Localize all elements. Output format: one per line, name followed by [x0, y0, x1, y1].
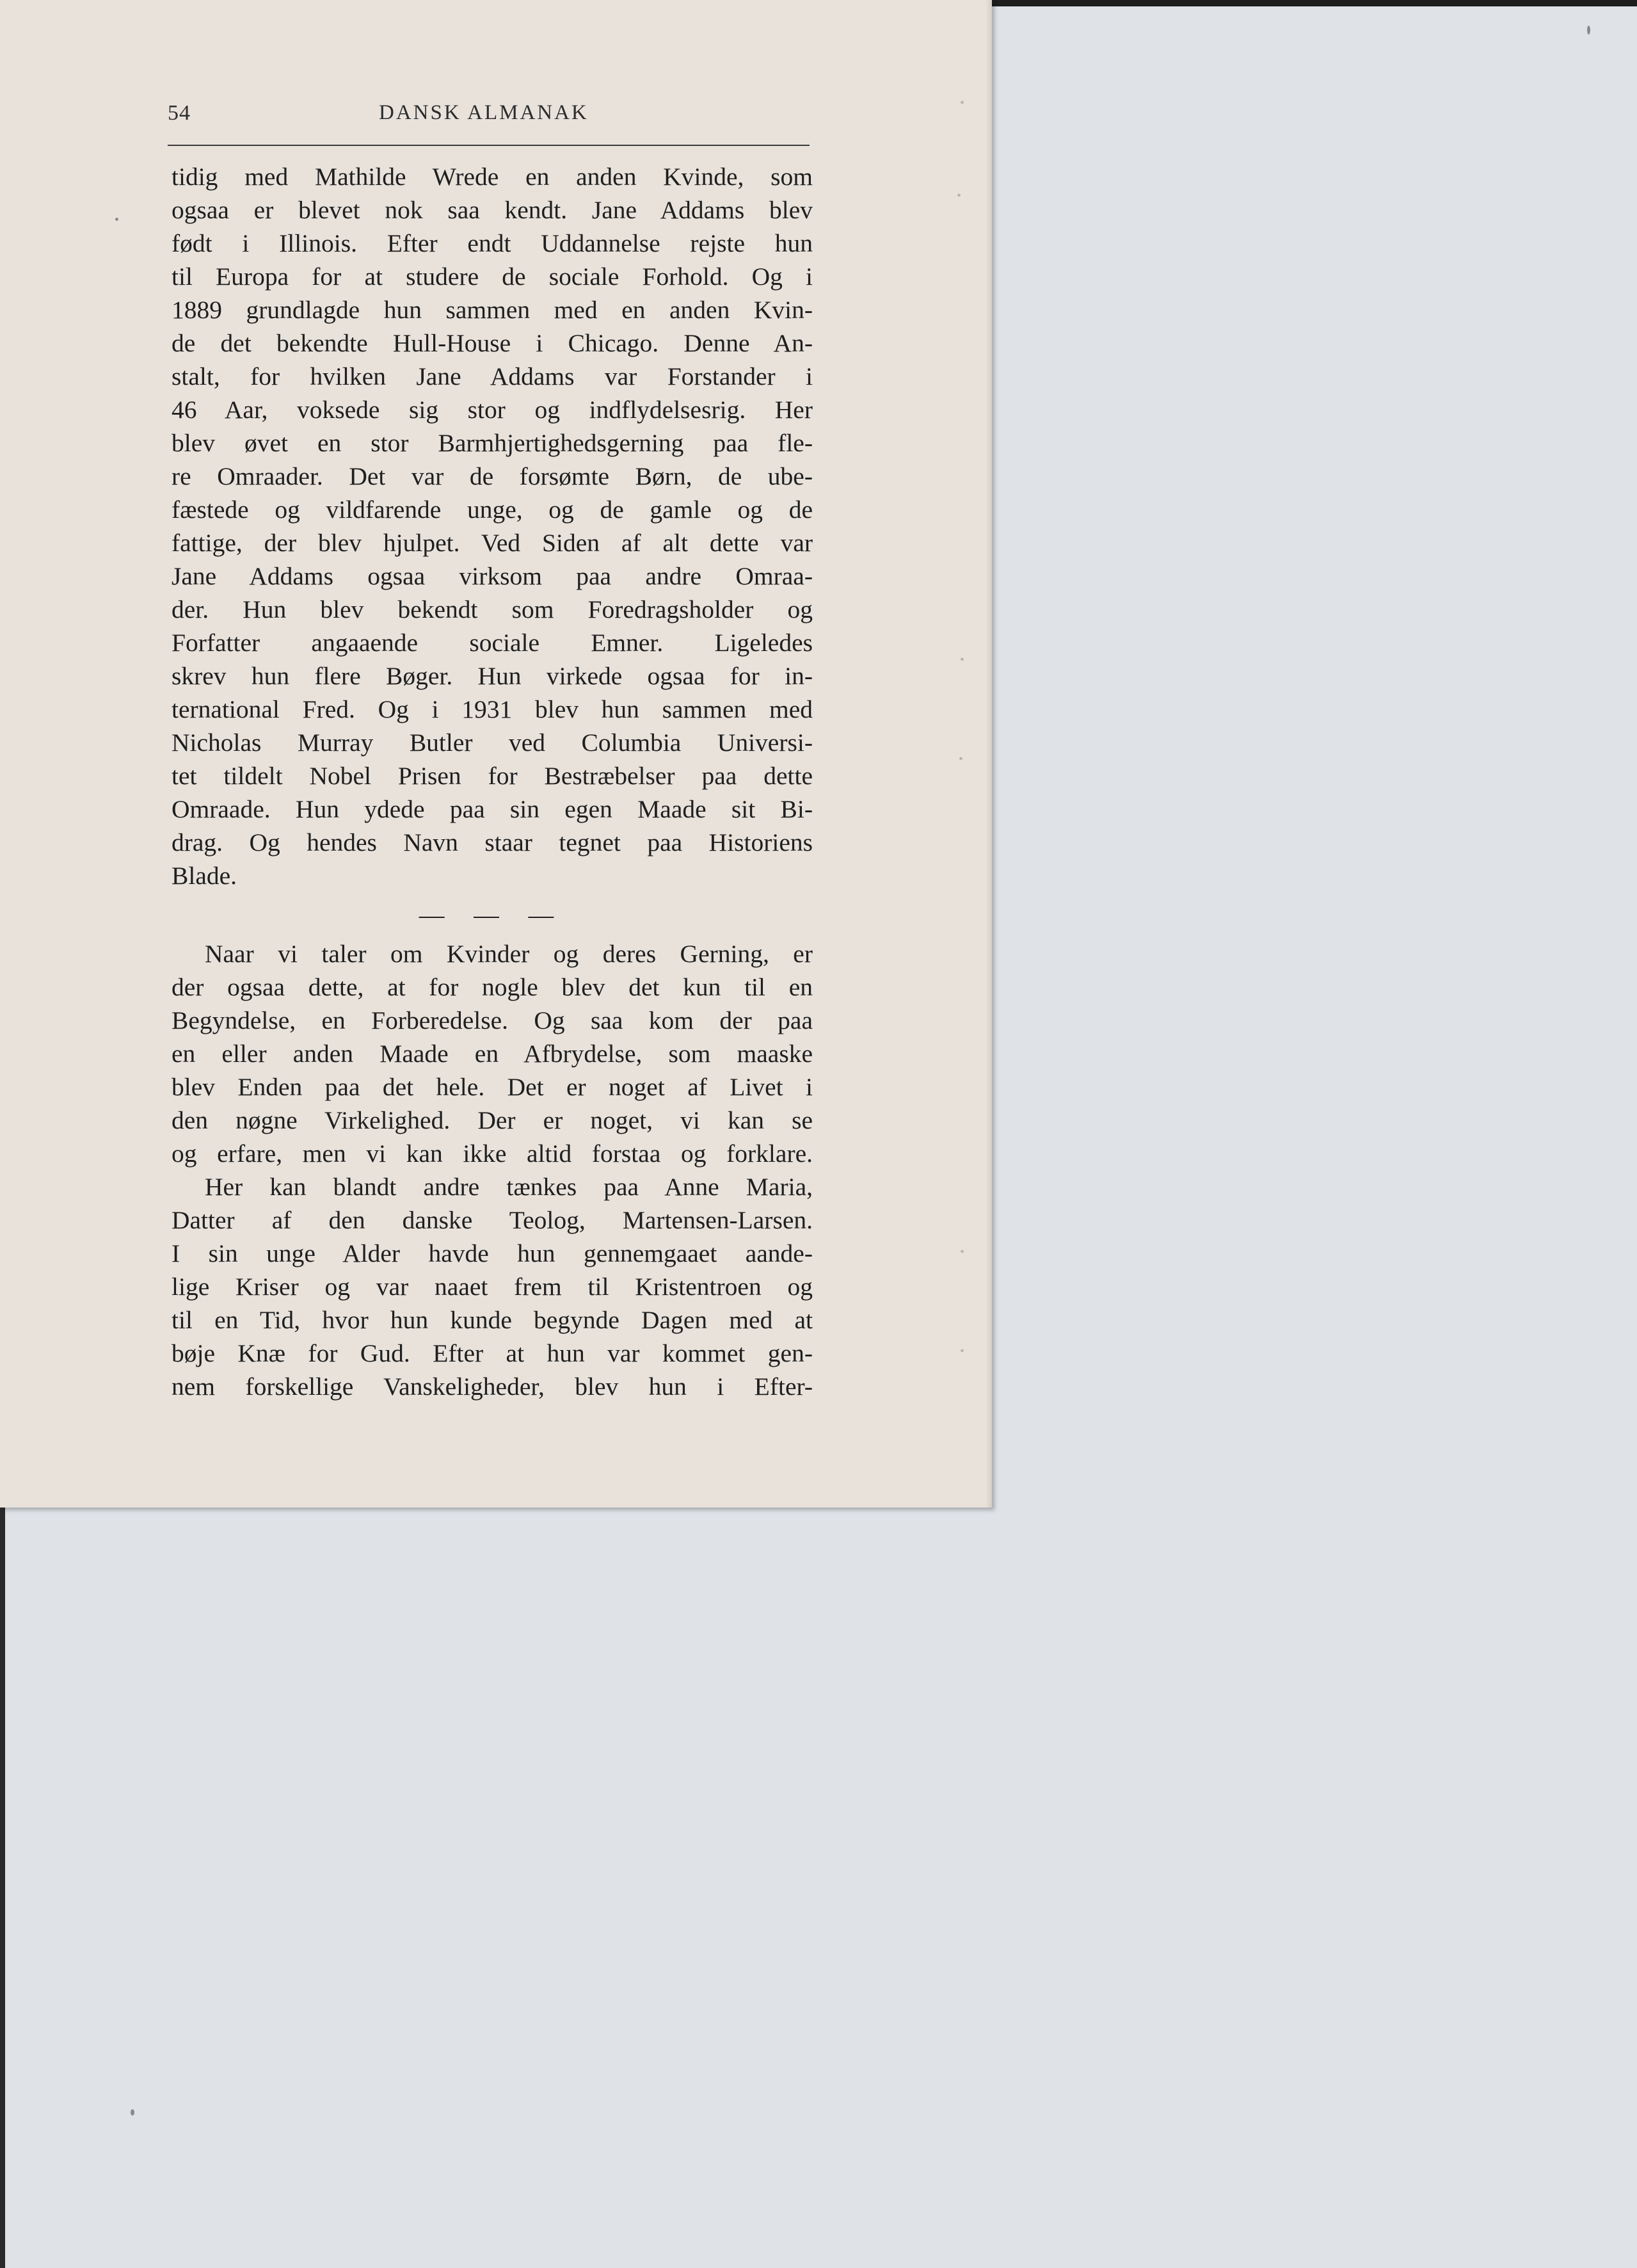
text-line: blev Enden paa det hele. Det er noget af Livet i [172, 1073, 813, 1101]
text-line: født i Illinois. Efter endt Uddannelse rejste hun [172, 229, 813, 257]
text-line: tet tildelt Nobel Prisen for Bestræbelser paa dette [172, 762, 813, 790]
paragraph-anne-maria [172, 1170, 813, 1403]
text-line: ternational Fred. Og i 1931 blev hun sammen med [172, 695, 813, 723]
text-line: fattige, der blev hjulpet. Ved Siden af alt dette var [172, 529, 813, 557]
text-line: der ogsaa dette, at for nogle blev det kun til en [172, 973, 813, 1001]
text-line: Blade. [172, 862, 237, 890]
binding-hole-mark: • [960, 653, 965, 667]
binding-hole-mark: • [960, 1344, 965, 1358]
text-line: skrev hun flere Bøger. Hun virkede ogsaa for in- [172, 662, 813, 690]
text-line: tidig med Mathilde Wrede en anden Kvinde, som [172, 163, 813, 191]
page-number: 54 [168, 101, 191, 125]
text-line: Datter af den danske Teolog, Martensen-Larsen. [172, 1206, 813, 1234]
text-line: Her kan blandt andre tænkes paa Anne Maria, [205, 1173, 813, 1201]
text-line: I sin unge Alder havde hun gennemgaaet aande- [172, 1239, 813, 1267]
binding-hole-mark: • [957, 189, 962, 203]
text-line: 46 Aar, voksede sig stor og indflydelsesrig. Her [172, 396, 813, 424]
scan-edge-left [0, 1508, 5, 2268]
text-line: Forfatter angaaende sociale Emner. Ligeledes [172, 629, 813, 657]
text-line: blev øvet en stor Barmhjertighedsgerning paa fle- [172, 429, 813, 457]
dust-speck [131, 2109, 134, 2116]
text-line: Nicholas Murray Butler ved Columbia Universi- [172, 728, 813, 757]
page-edge-shadow [986, 0, 992, 1508]
text-line: en eller anden Maade en Afbrydelse, som maaske [172, 1040, 813, 1068]
text-line: Jane Addams ogsaa virksom paa andre Omraa- [172, 562, 813, 590]
section-separator: — — — [419, 901, 566, 929]
text-line: og erfare, men vi kan ikke altid forstaa og forklare. [172, 1139, 813, 1168]
text-line: bøje Knæ for Gud. Efter at hun var kommet gen- [172, 1339, 813, 1367]
dust-speck [1587, 26, 1590, 35]
text-line: re Omraader. Det var de forsømte Børn, de ube- [172, 462, 813, 490]
text-line: lige Kriser og var naaet frem til Kristentroen og [172, 1273, 813, 1301]
text-line: fæstede og vildfarende unge, og de gamle og de [172, 495, 813, 524]
text-line: til Europa for at studere de sociale Forhold. Og i [172, 262, 813, 291]
body-text [172, 160, 813, 1403]
book-page [0, 0, 992, 1508]
text-line: stalt, for hvilken Jane Addams var Forstander i [172, 362, 813, 390]
binding-hole-mark: • [960, 1245, 965, 1259]
text-line: nem forskellige Vanskeligheder, blev hun i Efter- [172, 1372, 813, 1401]
text-line: til en Tid, hvor hun kunde begynde Dagen med at [172, 1306, 813, 1334]
text-line: Naar vi taler om Kvinder og deres Gerning, er [205, 940, 813, 968]
binding-hole-mark: • [959, 752, 964, 766]
text-line: drag. Og hendes Navn staar tegnet paa Historiens [172, 828, 813, 857]
text-line: den nøgne Virkelighed. Der er noget, vi kan se [172, 1106, 813, 1134]
header-rule [168, 145, 810, 146]
text-line: Omraade. Hun ydede paa sin egen Maade sit Bi- [172, 795, 813, 823]
text-line: der. Hun blev bekendt som Foredragsholder og [172, 595, 813, 623]
page-header [168, 101, 810, 131]
dust-speck [115, 218, 118, 221]
text-line: Begyndelse, en Forberedelse. Og saa kom der paa [172, 1006, 813, 1034]
scan-edge-top [992, 0, 1637, 6]
text-line: 1889 grundlagde hun sammen med en anden Kvin- [172, 296, 813, 324]
text-line: ogsaa er blevet nok saa kendt. Jane Addams blev [172, 196, 813, 224]
paragraph-kvinder [172, 937, 813, 1170]
binding-hole-mark: • [960, 96, 965, 110]
running-title: DANSK ALMANAK [379, 101, 589, 124]
text-line: de det bekendte Hull-House i Chicago. Denne An- [172, 329, 813, 357]
paragraph-jane-addams [172, 160, 813, 892]
